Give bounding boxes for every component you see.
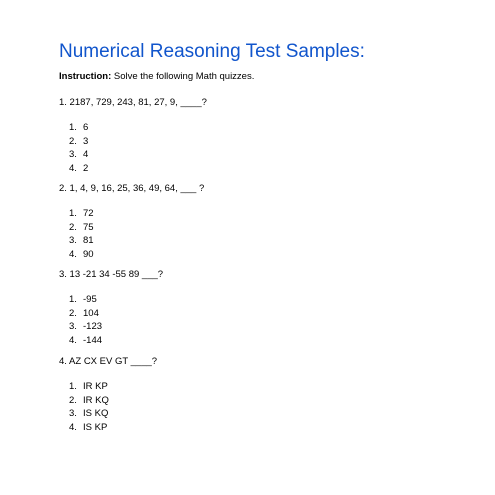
option-text: IR KQ bbox=[83, 394, 109, 406]
option-number: 4. bbox=[69, 421, 77, 433]
question-4-prompt: 4. AZ CX EV GT ____? bbox=[59, 356, 158, 367]
page-title: Numerical Reasoning Test Samples: bbox=[59, 41, 365, 62]
option-text: 3 bbox=[83, 135, 89, 147]
instruction-line bbox=[59, 71, 254, 83]
option-number: 1. bbox=[69, 208, 77, 219]
option-number: 2. bbox=[69, 307, 77, 319]
option-number: 2. bbox=[69, 221, 77, 233]
option-number: 2. bbox=[69, 135, 77, 147]
option-number: 1. bbox=[69, 294, 77, 305]
option-number: 3. bbox=[69, 235, 77, 246]
list-item bbox=[69, 148, 88, 162]
option-text: 104 bbox=[83, 307, 99, 319]
question-2-prompt: 2. 1, 4, 9, 16, 25, 36, 49, 64, ___ ? bbox=[59, 183, 205, 194]
option-text: 6 bbox=[83, 122, 89, 133]
question-3-prompt: 3. 13 -21 34 -55 89 ___? bbox=[59, 269, 164, 280]
option-number: 4. bbox=[69, 248, 77, 260]
instruction-label: Instruction: bbox=[59, 71, 112, 82]
list-item bbox=[69, 421, 109, 435]
option-text: IS KP bbox=[83, 421, 108, 433]
option-text: 75 bbox=[83, 221, 94, 233]
question-4-options bbox=[69, 380, 109, 434]
list-item bbox=[69, 320, 102, 334]
option-text: 4 bbox=[83, 149, 89, 160]
option-number: 3. bbox=[69, 149, 77, 160]
list-item bbox=[69, 234, 94, 248]
option-text: 2 bbox=[83, 162, 89, 174]
list-item bbox=[69, 121, 88, 135]
option-text: 90 bbox=[83, 248, 94, 260]
option-number: 1. bbox=[69, 381, 77, 392]
list-item bbox=[69, 293, 102, 307]
option-number: 4. bbox=[69, 334, 77, 346]
option-text: 81 bbox=[83, 235, 94, 246]
list-item bbox=[69, 394, 109, 408]
option-text: 72 bbox=[83, 208, 94, 219]
list-item bbox=[69, 221, 94, 235]
option-text: IR KP bbox=[83, 381, 108, 392]
list-item bbox=[69, 407, 109, 421]
option-text: -95 bbox=[83, 294, 97, 305]
option-number: 1. bbox=[69, 122, 77, 133]
question-1-options bbox=[69, 121, 88, 175]
option-number: 3. bbox=[69, 321, 77, 332]
option-text: -144 bbox=[83, 334, 103, 346]
list-item bbox=[69, 162, 88, 176]
instruction-text: Solve the following Math quizzes. bbox=[113, 71, 255, 82]
option-number: 3. bbox=[69, 408, 77, 419]
question-2-options bbox=[69, 207, 94, 261]
option-text: IS KQ bbox=[83, 408, 109, 419]
option-text: -123 bbox=[83, 321, 103, 332]
option-number: 2. bbox=[69, 394, 77, 406]
list-item bbox=[69, 207, 94, 221]
list-item bbox=[69, 380, 109, 394]
list-item bbox=[69, 135, 88, 149]
list-item bbox=[69, 248, 94, 262]
list-item bbox=[69, 307, 102, 321]
question-3-options bbox=[69, 293, 102, 347]
option-number: 4. bbox=[69, 162, 77, 174]
list-item bbox=[69, 334, 102, 348]
question-1-prompt: 1. 2187, 729, 243, 81, 27, 9, ____? bbox=[59, 97, 207, 108]
